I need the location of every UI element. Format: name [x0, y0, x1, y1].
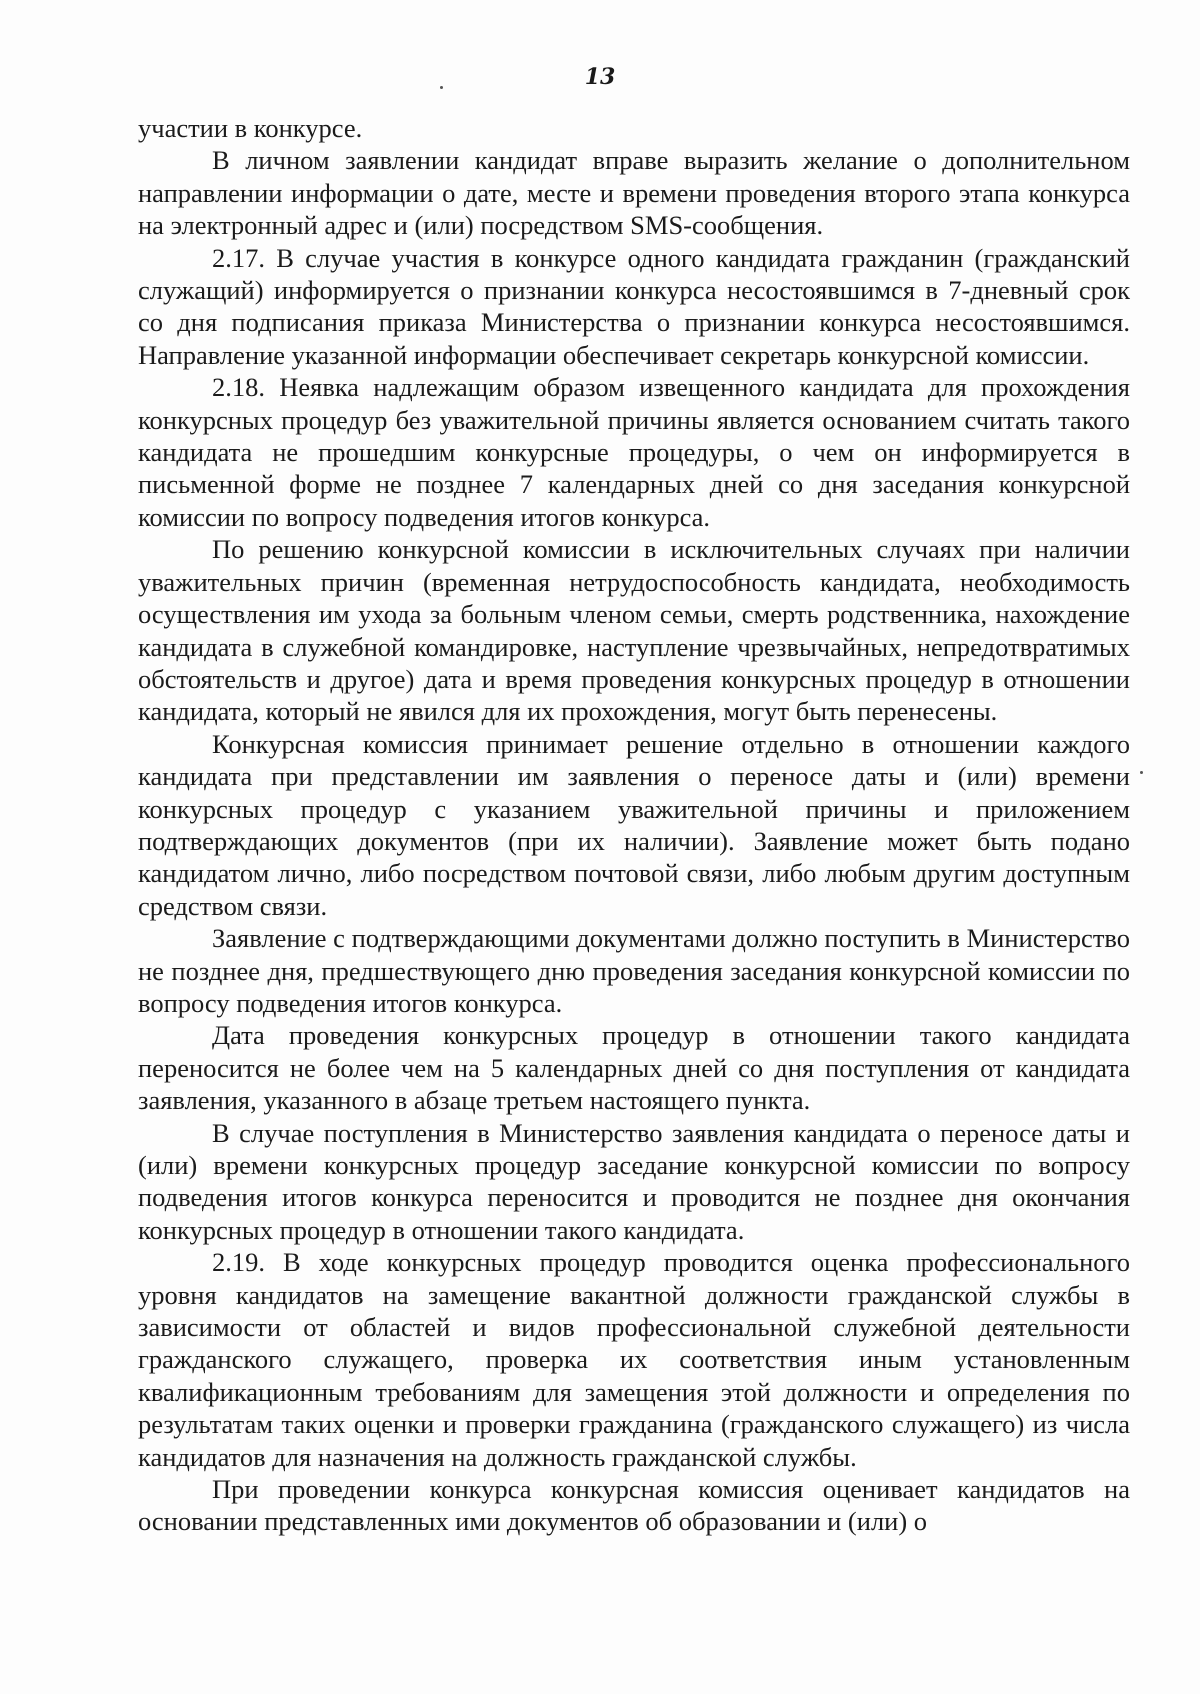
- paragraph: Заявление с подтверждающими документами должно поступить в Министерство не позднее дня, предшествующего дню проведения заседания конкурсной комиссии по вопросу подведения итогов конкурса.: [138, 923, 1130, 1018]
- paragraph: Дата проведения конкурсных процедур в отношении такого кандидата переносится не более чем на 5 календарных дней со дня поступления от кандидата заявления, указанного в абзаце третьем настоящего пункта.: [138, 1020, 1130, 1116]
- paragraph: По решению конкурсной комиссии в исключительных случаях при наличии уважительных причин (временная нетрудоспособность кандидата, необходимость осуществления им ухода за больным членом семьи, смерть родственника, нахождение кандидата в служебной командировке, наступление чрезвычайных, непредотвратимых обстоятельств и другое) дата и время проведения конкурсных процедур в отношении кандидата, который не явился для их прохождения, могут быть перенесены.: [138, 534, 1130, 727]
- paragraph: Конкурсная комиссия принимает решение отдельно в отношении каждого кандидата при представлении им заявления о переносе даты и (или) времени конкурсных процедур с указанием уважительной причины и приложением подтверждающих документов (при их наличии). Заявление может быть подано кандидатом лично, либо посредством почтовой связи, либо любым другим доступным средством связи.: [138, 728, 1130, 921]
- paragraph: участии в конкурсе.: [138, 113, 363, 143]
- scan-speck: [440, 86, 443, 89]
- paragraph: В случае поступления в Министерство заявления кандидата о переносе даты и (или) времени конкурсных процедур заседание конкурсной комиссии по вопросу подведения итогов конкурса переносится и проводится не позднее дня окончания конкурсных процедур в отношении такого кандидата.: [138, 1117, 1130, 1245]
- paragraph: 2.18. Неявка надлежащим образом извещенного кандидата для прохождения конкурсных процедур без уважительной причины является основанием считать такого кандидата не прошедшим конкурсные процедуры, о чем он информируется в письменной форме не позднее 7 календарных дней со дня заседания конкурсной комиссии по вопросу подведения итогов конкурса.: [138, 372, 1130, 532]
- scan-speck: [1140, 771, 1143, 774]
- paragraph: При проведении конкурса конкурсная комиссия оценивает кандидатов на основании представленных ими документов об образовании и (или) о: [138, 1474, 1130, 1537]
- paragraph: 2.19. В ходе конкурсных процедур проводится оценка профессионального уровня кандидатов на замещение вакантной должности гражданской службы в зависимости от областей и видов профессиональной служебной деятельности гражданского служащего, проверка их соответствия иным установленным квалификационным требованиям для замещения этой должности и определения по результатам таких оценки и проверки гражданина (гражданского служащего) из числа кандидатов для назначения на должность гражданской службы.: [138, 1247, 1130, 1472]
- paragraph: В личном заявлении кандидат вправе выразить желание о дополнительном направлении информации о дате, месте и времени проведения второго этапа конкурса на электронный адрес и (или) посредством SMS-сообщения.: [138, 145, 1130, 241]
- paragraph: 2.17. В случае участия в конкурсе одного кандидата гражданин (гражданский служащий) информируется о признании конкурса несостоявшимся в 7-дневный срок со дня подписания приказа Министерства о признании конкурса несостоявшимся. Направление указанной информации обеспечивает секретарь конкурсной комиссии.: [138, 242, 1130, 370]
- document-body: [138, 112, 1130, 1538]
- page-number: 13: [584, 64, 616, 90]
